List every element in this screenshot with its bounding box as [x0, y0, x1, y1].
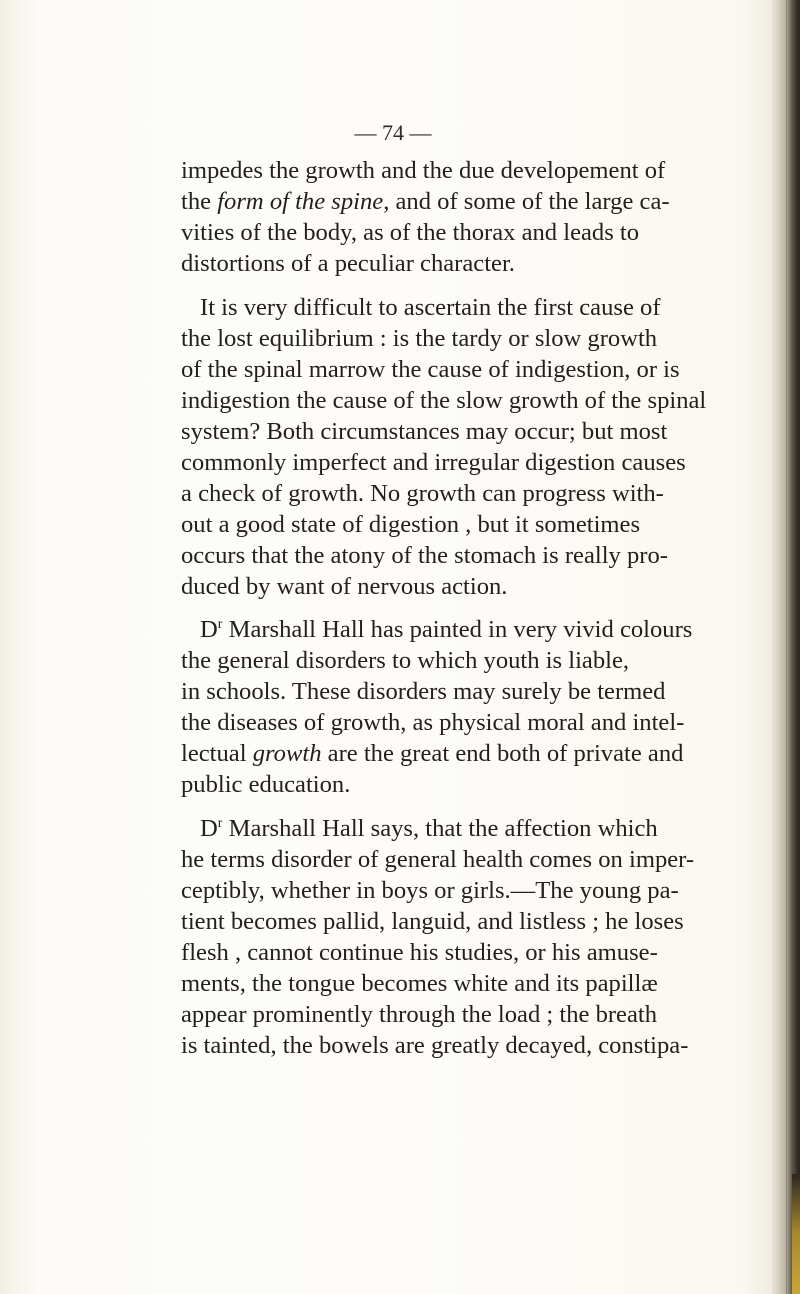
text-line: [181, 292, 770, 323]
text-line: [181, 999, 770, 1030]
text-run: he terms disorder of general health comes on imper-: [181, 845, 695, 873]
edge-line: [786, 0, 787, 1294]
text-run: is tainted, the bowels are greatly decayed, constipa-: [181, 1031, 689, 1059]
italic-text: growth: [252, 740, 322, 767]
text-line: [181, 769, 770, 800]
text-run: It is very difficult to ascertain the first cause of: [200, 293, 661, 321]
text-line: [181, 447, 770, 478]
text-line: [181, 676, 770, 707]
text-run: lectual: [181, 740, 253, 767]
text-run: are the great end both of private and: [321, 740, 684, 767]
paragraph: [181, 614, 770, 800]
text-run: the general disorders to which youth is liable,: [181, 647, 630, 674]
text-run: tient becomes pallid, languid, and listless ; he loses: [181, 907, 684, 935]
text-run: Marshall Hall has painted in very vivid colours: [222, 616, 693, 643]
text-run: vities of the body, as of the thorax and leads to: [181, 219, 640, 246]
text-run: distortions of a peculiar character.: [181, 250, 515, 277]
text-line: [181, 385, 770, 416]
text-line: [181, 906, 770, 937]
text-line: [181, 844, 770, 875]
text-run: indigestion the cause of the slow growth of the spinal: [181, 386, 707, 414]
text-run: system? Both circumstances may occur; but most: [181, 417, 668, 445]
text-line: [181, 1030, 770, 1061]
text-line: [181, 478, 770, 509]
text-line: [181, 155, 770, 186]
body-text: [181, 155, 770, 1073]
text-line: [181, 813, 770, 844]
paragraph: [181, 155, 770, 279]
text-run: ceptibly, whether in boys or girls.—The young pa-: [181, 876, 679, 904]
italic-text: form of the spine: [217, 188, 384, 215]
book-spine-edge: [772, 0, 800, 1294]
text-run: D: [200, 814, 218, 842]
text-line: [181, 509, 770, 540]
text-line: [181, 354, 770, 385]
text-line: [181, 707, 770, 738]
text-run: a check of growth. No growth can progress with-: [181, 479, 664, 507]
text-run: out a good state of digestion , but it sometimes: [181, 510, 641, 538]
gilt-edge: [792, 1174, 800, 1294]
text-line: [181, 614, 770, 645]
text-run: public education.: [181, 771, 351, 798]
text-run: duced by want of nervous action.: [181, 572, 508, 600]
text-run: Marshall Hall says, that the affection which: [222, 814, 658, 842]
paragraph: [181, 292, 770, 602]
text-line: [181, 968, 770, 999]
text-run: the: [181, 188, 218, 215]
text-line: [181, 416, 770, 447]
text-line: [181, 875, 770, 906]
text-line: [181, 540, 770, 571]
superscript: r: [217, 815, 223, 831]
text-line: [181, 217, 770, 248]
text-run: appear prominently through the load ; the breath: [181, 1000, 658, 1028]
text-run: the lost equilibrium : is the tardy or slow growth: [181, 324, 658, 352]
text-line: [181, 323, 770, 354]
text-run: of the spinal marrow the cause of indigestion, or is: [181, 355, 680, 383]
text-run: D: [200, 616, 218, 643]
text-run: ments, the tongue becomes white and its papillæ: [181, 969, 658, 997]
text-line: [181, 571, 770, 602]
text-line: [181, 937, 770, 968]
text-line: [181, 186, 770, 217]
superscript: r: [217, 617, 223, 632]
text-line: [181, 645, 770, 676]
page-number: — 74 —: [354, 120, 432, 145]
text-line: [181, 738, 770, 769]
text-run: in schools. These disorders may surely be termed: [181, 678, 666, 705]
text-line: [181, 248, 770, 279]
text-run: flesh , cannot continue his studies, or his amuse-: [181, 938, 658, 966]
paragraph: [181, 813, 770, 1061]
text-run: commonly imperfect and irregular digestion causes: [181, 448, 686, 476]
text-run: the diseases of growth, as physical moral and intel-: [181, 709, 685, 736]
text-run: impedes the growth and the due developement of: [181, 157, 666, 184]
text-run: occurs that the atony of the stomach is really pro-: [181, 541, 668, 569]
text-run: , and of some of the large ca-: [383, 188, 670, 215]
